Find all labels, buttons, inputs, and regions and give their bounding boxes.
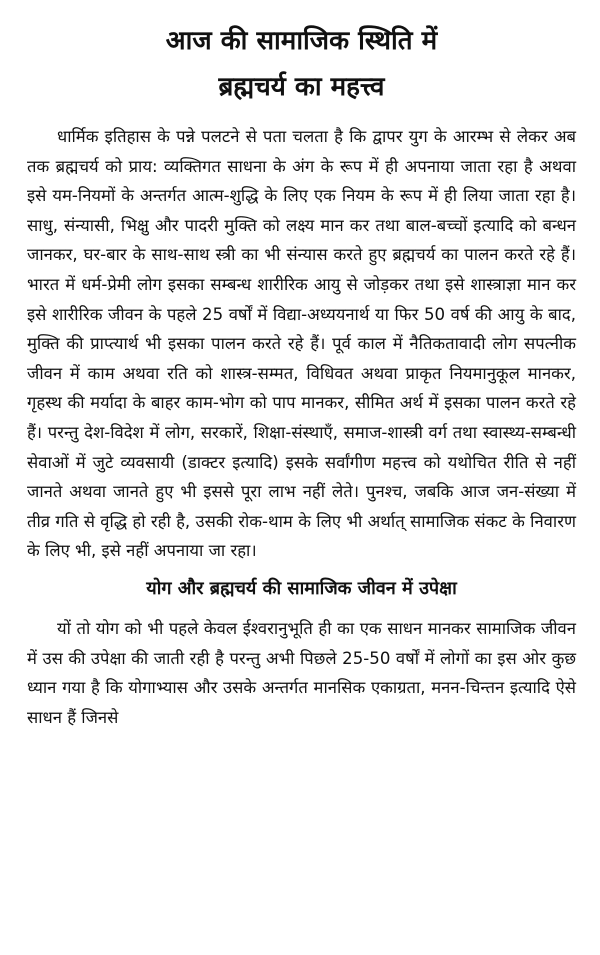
page-title xyxy=(27,18,576,110)
section-heading: योग और ब्रह्मचर्य की सामाजिक जीवन में उपेक्षा xyxy=(146,577,457,599)
title-line-2: ब्रह्मचर्य का महत्त्व xyxy=(218,72,385,102)
paragraph-2: यों तो योग को भी पहले केवल ईश्वरानुभूति ही का एक साधन मानकर सामाजिक जीवन में उस की उपेक्षा की जाती रही है परन्तु अभी पिछले 25-50 वर्षों में लोगों का इस ओर कुछ ध्यान गया है कि योगाभ्यास और उसके अन्तर्गत मानसिक एकाग्रता, मनन-चिन्तन इत्यादि ऐसे साधन हैं जिनसे xyxy=(27,618,576,727)
paragraph-1: धार्मिक इतिहास के पन्ने पलटने से पता चलता है कि द्वापर युग के आरम्भ से लेकर अब तक ब्रह्मचर्य को प्राय: व्यक्तिगत साधना के अंग के रूप में ही अपनाया जाता रहा है अथवा इसे यम-नियमों के अन्तर्गत आत्म-शुद्धि के लिए एक नियम के रूप में ही लिया जाता रहा है। साधु, संन्यासी, भिक्षु और पादरी मुक्ति को लक्ष्य मान कर तथा बाल-बच्चों इत्यादि को बन्धन जानकर, घर-बार के साथ-साथ स्त्री का भी संन्यास करते हुए ब्रह्मचर्य का पालन करते रहे हैं। भारत में धर्म-प्रेमी लोग इसका सम्बन्ध शारीरिक आयु से जोड़कर तथा इसे शास्त्राज्ञा मान कर इसे शारीरिक जीवन के पहले 25 वर्षों में विद्या-अध्ययनार्थ या फिर 50 वर्ष की आयु के बाद, मुक्ति की प्राप्त्यार्थ भी इसका पालन करते रहे हैं। पूर्व काल में नैतिकतावादी लोग सपत्नीक जीवन में काम अथवा रति को शास्त्र-सम्मत, विधिवत अथवा प्राकृत नियमानुकूल मानकर, गृहस्थ की मर्यादा के बाहर काम-भोग को पाप मानकर, सीमित अर्थ में इसका पालन करते रहे हैं। परन्तु देश-विदेश में लोग, सरकारें, शिक्षा-संस्थाएँ, समाज-शास्त्री वर्ग तथा स्वास्थ्य-सम्बन्धी सेवाओं में जुटे व्यवसायी (डाक्टर इत्यादि) इसके सर्वांगीण महत्त्व को यथोचित रीति से नहीं जानते अथवा जानते हुए भी इससे पूरा लाभ नहीं लेते। पुनश्च, जबकि आज जन-संख्या में तीव्र गति से वृद्धि हो रही है, उसकी रोक-थाम के लिए भी अर्थात् सामाजिक संकट के निवारण के लिए भी, इसे नहीं अपनाया जा रहा। xyxy=(27,127,576,561)
title-line-1: आज की सामाजिक स्थिति में xyxy=(165,26,438,56)
